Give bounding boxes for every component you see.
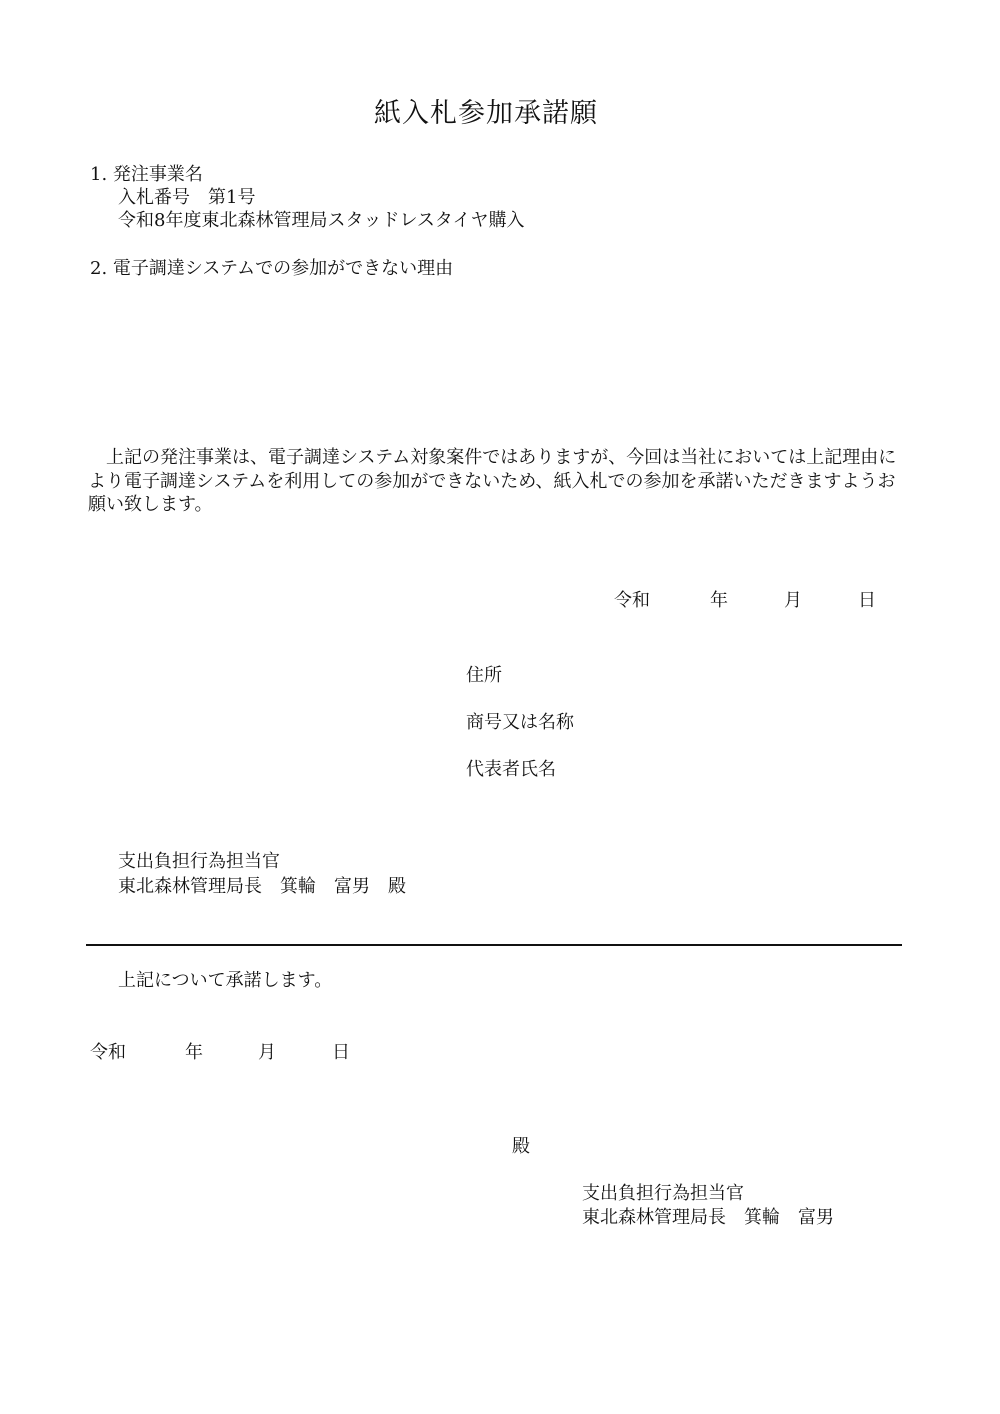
representative-name-label: 代表者氏名 (466, 759, 556, 780)
address-label: 住所 (466, 665, 502, 686)
request-paragraph: 上記の発注事業は、電子調達システム対象案件ではありますが、今回は当社においては上記理由により電子調達システムを利用しての参加ができないため、紙入札での参加を承諾いただきますようお願い致します。 (88, 447, 897, 515)
approval-date-day-label: 日 (332, 1042, 350, 1063)
addressee-name: 東北森林管理局長 箕輪 富男 殿 (118, 876, 406, 897)
date-month-label: 月 (784, 590, 802, 611)
date-day-label: 日 (858, 590, 876, 611)
approval-date-year-label: 年 (185, 1042, 203, 1063)
issuer-name: 東北森林管理局長 箕輪 富男 (582, 1207, 834, 1228)
project-name: 令和8年度東北森林管理局スタッドレスタイヤ購入 (118, 210, 525, 231)
approval-recipient-suffix: 殿 (512, 1136, 530, 1157)
section1-heading: 1. 発注事業名 (90, 164, 203, 185)
addressee-title: 支出負担行為担当官 (118, 851, 280, 872)
company-name-label: 商号又は名称 (466, 712, 574, 733)
approval-statement: 上記について承諾します。 (118, 970, 333, 991)
approval-date-era: 令和 (90, 1042, 126, 1063)
approval-date-month-label: 月 (258, 1042, 276, 1063)
date-era: 令和 (614, 590, 650, 611)
divider-line (86, 944, 902, 946)
section2-heading: 2. 電子調達システムでの参加ができない理由 (90, 258, 454, 279)
date-year-label: 年 (710, 590, 728, 611)
document-title: 紙入札参加承諾願 (374, 98, 598, 129)
issuer-title: 支出負担行為担当官 (582, 1183, 744, 1204)
bid-number: 入札番号 第1号 (118, 187, 256, 208)
